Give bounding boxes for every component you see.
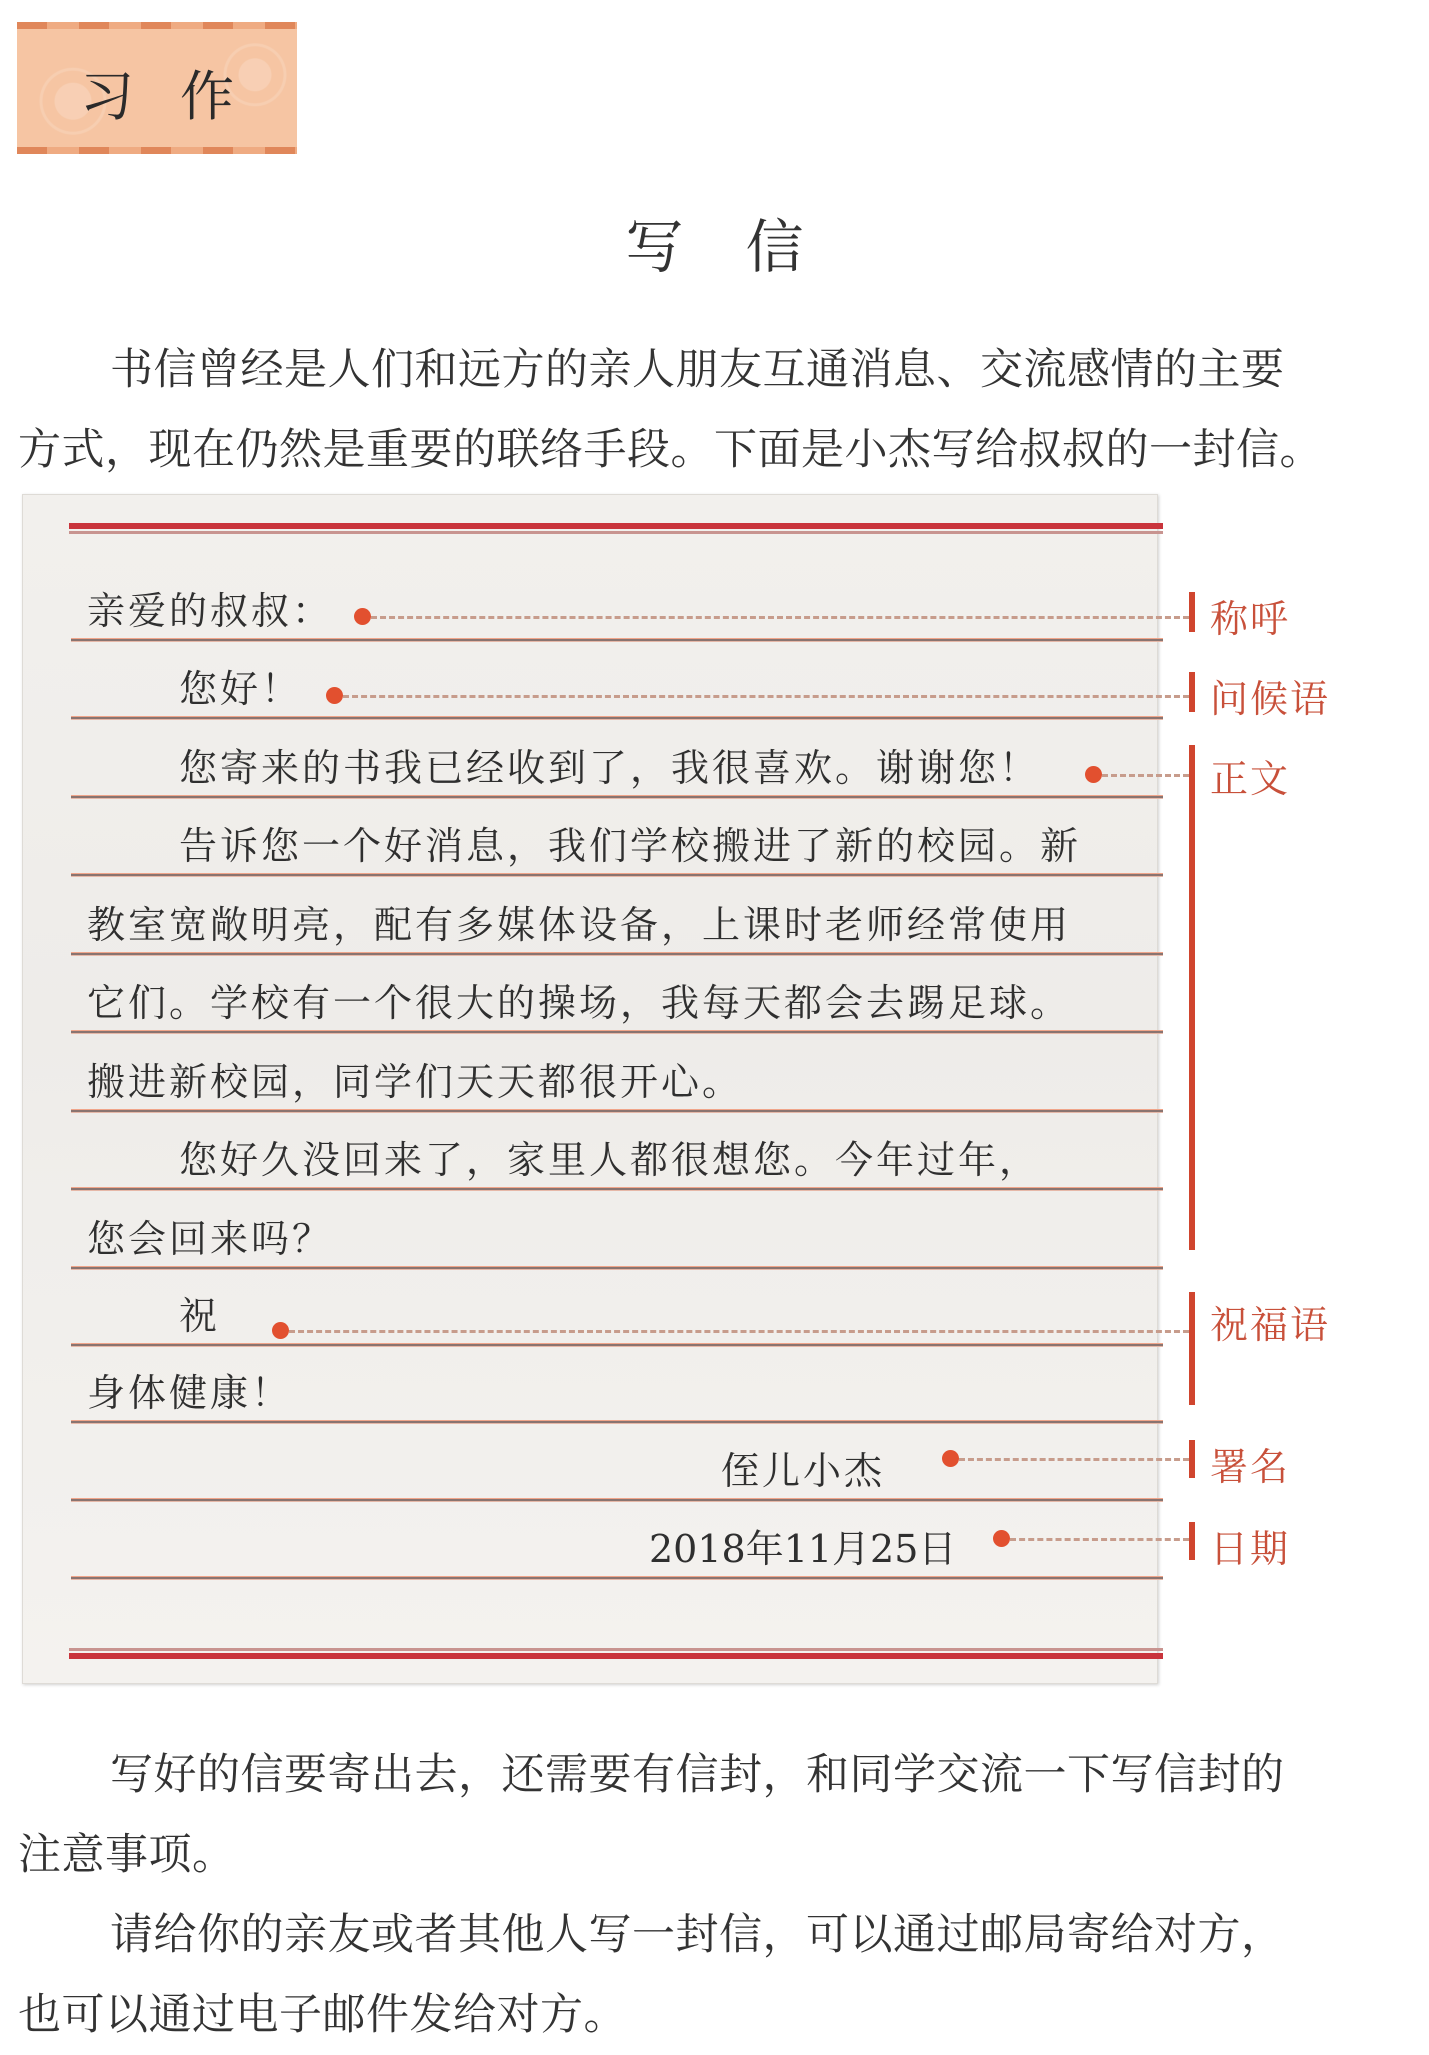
- letter-salutation: 亲爱的叔叔：: [87, 589, 334, 633]
- date-marker-icon: [993, 1530, 1010, 1547]
- annotation-salutation: 称呼: [1210, 597, 1291, 641]
- section-badge: [17, 22, 297, 154]
- closing-leader: [289, 1330, 1189, 1333]
- letter-closing-line1: 祝: [179, 1294, 221, 1338]
- letter-signature: 侄儿小杰: [721, 1449, 886, 1493]
- date-bracket: [1189, 1522, 1195, 1560]
- annotation-closing: 祝福语: [1210, 1303, 1331, 1347]
- ruled-line: [71, 1266, 1163, 1270]
- salutation-leader: [371, 616, 1189, 619]
- annotation-body: 正文: [1210, 757, 1291, 801]
- ruled-line: [71, 1420, 1163, 1424]
- page-title: 写信: [625, 213, 866, 281]
- signature-bracket: [1189, 1440, 1195, 1478]
- greeting-marker-icon: [326, 687, 343, 704]
- letter-body-line: 告诉您一个好消息，我们学校搬进了新的校园。新: [179, 824, 1082, 868]
- annotation-greeting: 问候语: [1210, 677, 1331, 721]
- letter-greeting: 您好！: [179, 667, 303, 711]
- ruled-line: [71, 1030, 1163, 1034]
- closing-marker-icon: [272, 1322, 289, 1339]
- outro-line: 写好的信要寄出去，还需要有信封，和同学交流一下写信封的: [110, 1750, 1285, 1800]
- ruled-line: [71, 873, 1163, 877]
- annotation-signature: 署名: [1210, 1445, 1291, 1489]
- outro-line: 请给你的亲友或者其他人写一封信，可以通过邮局寄给对方，: [110, 1910, 1285, 1960]
- date-leader: [1010, 1538, 1189, 1541]
- greeting-bracket: [1189, 672, 1195, 712]
- ruled-line: [71, 795, 1163, 799]
- annotation-date: 日期: [1210, 1527, 1291, 1571]
- ruled-line: [71, 1109, 1163, 1113]
- letter-body-line: 您好久没回来了，家里人都很想您。今年过年，: [179, 1138, 1041, 1182]
- signature-leader: [959, 1458, 1189, 1461]
- ruled-line: [71, 1343, 1163, 1347]
- ruled-line: [71, 1187, 1163, 1191]
- section-badge-label: 习作: [80, 65, 280, 128]
- letter-body-line: 搬进新校园，同学们天天都很开心。: [87, 1060, 744, 1104]
- outro-paragraph: [18, 1735, 1418, 2055]
- body-bracket: [1189, 745, 1195, 1250]
- ruled-line: [71, 1498, 1163, 1502]
- letter-body-line: 教室宽敞明亮，配有多媒体设备，上课时老师经常使用: [87, 903, 1072, 947]
- ruled-line: [71, 1576, 1163, 1580]
- body-leader: [1102, 774, 1189, 777]
- ruled-line: [71, 952, 1163, 956]
- outro-line: 注意事项。: [18, 1830, 236, 1880]
- letter-bottom-border: [69, 1648, 1163, 1660]
- signature-marker-icon: [942, 1450, 959, 1467]
- salutation-bracket: [1189, 592, 1195, 632]
- ruled-line: [71, 638, 1163, 642]
- intro-line: 方式，现在仍然是重要的联络手段。下面是小杰写给叔叔的一封信。: [18, 425, 1323, 475]
- letter-date: 2018年11月25日: [649, 1527, 957, 1571]
- letter-body-line: 您会回来吗？: [87, 1217, 334, 1261]
- intro-line: 书信曾经是人们和远方的亲人朋友互通消息、交流感情的主要: [110, 345, 1285, 395]
- letter-body-line: 它们。学校有一个很大的操场，我每天都会去踢足球。: [87, 981, 1072, 1025]
- letter-top-border: [69, 523, 1163, 535]
- greeting-leader: [343, 695, 1189, 698]
- ruled-line: [71, 716, 1163, 720]
- closing-bracket: [1189, 1292, 1195, 1405]
- letter-sample: [22, 494, 1158, 1684]
- body-marker-icon: [1085, 766, 1102, 783]
- intro-paragraph: [18, 330, 1418, 490]
- letter-closing-line2: 身体健康！: [87, 1371, 293, 1415]
- outro-line: 也可以通过电子邮件发给对方。: [18, 1990, 627, 2040]
- salutation-marker-icon: [354, 608, 371, 625]
- letter-body-line: 您寄来的书我已经收到了，我很喜欢。谢谢您！: [179, 746, 1041, 790]
